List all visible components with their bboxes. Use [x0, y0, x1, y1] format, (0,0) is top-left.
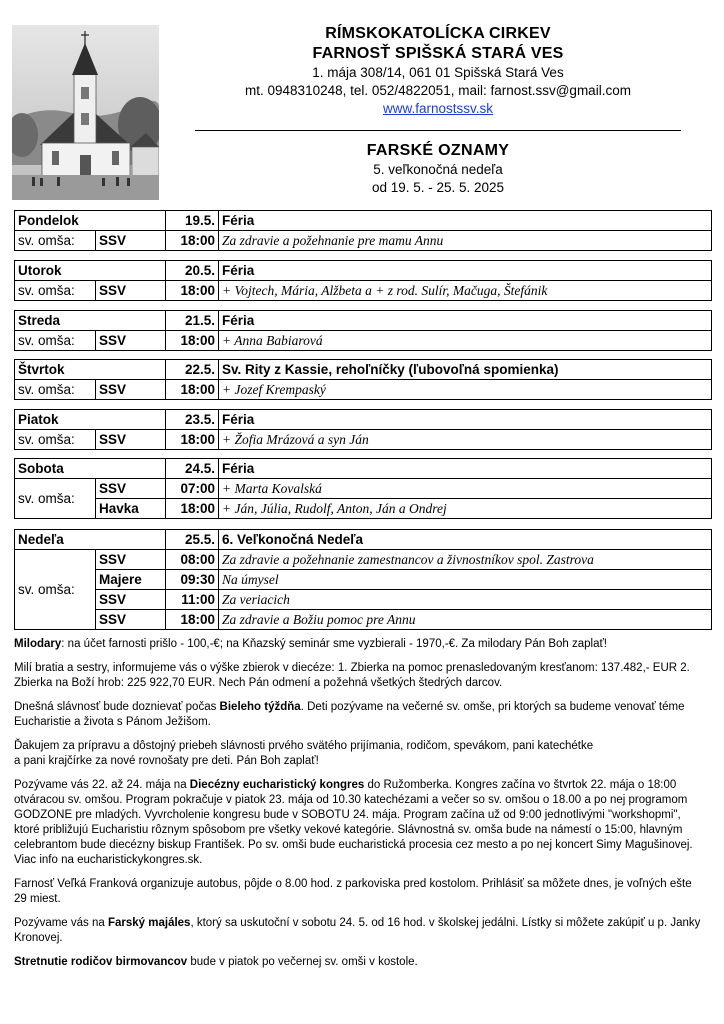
parish-header — [195, 24, 681, 197]
day-feast: Féria — [219, 311, 712, 331]
mass-place: SSV — [96, 590, 166, 610]
day-name: Pondelok — [15, 211, 166, 231]
day-table-thursday — [14, 359, 712, 400]
mass-label: sv. omša: — [15, 231, 96, 251]
mass-place: Havka — [96, 499, 166, 519]
announcement-congress — [14, 778, 704, 868]
mass-intention: + Anna Babiarová — [219, 331, 712, 351]
day-feast: Féria — [219, 459, 712, 479]
day-header-row — [15, 410, 712, 430]
day-table-saturday — [14, 458, 712, 519]
announcement-collections: Milí bratia a sestry, informujeme vás o výške zbierok v diecéze: 1. Zbierka na pomoc prenasledovaným kresťanom: 137.482,- EUR 2. Zbierka na Boží hrob: 225 922,70 EUR. Nech Pán odmení a požehná všetkých štedrých darcov. — [14, 662, 690, 689]
day-date: 23.5. — [166, 410, 219, 430]
mass-intention: Za zdravie a požehnanie pre mamu Annu — [219, 231, 712, 251]
day-name: Nedeľa — [15, 530, 166, 550]
announcement-text: do Ružomberka. Kongres začína vo štvrtok 22. mája o 18:00 otváracou sv. omšou. Program pokračuje v piatok 23. mája od 10.30 katechézami a večer so sv. omšou o 18.00 a po nej programom GODZONE pre mladých. Vyvrcholenie kongresu bude v SOBOTU 24. mája. Program začína už od 9:00 jednotlivými "workshopmi", ktoré približujú Eucharistiu rôznym spôsobom pre všetky vekové kategórie. Slávnostná sv. omša bude na námestí o 15:00, hlavným celebrantom bude diecézny biskup František. Po sv. omši bude eucharistická procesia cez mesto a po nej koncert Simy Magušinovej. Viac info na eucharistickykongres.sk. — [14, 779, 693, 866]
announcement-thanks — [14, 739, 704, 769]
day-feast: Sv. Rity z Kassie, rehoľníčky (ľubovoľná spomienka) — [219, 360, 712, 380]
mass-intention: + Marta Kovalská — [219, 479, 712, 499]
announcement-highlight: Farský majáles — [107, 917, 191, 929]
day-header-row — [15, 360, 712, 380]
day-name: Piatok — [15, 410, 166, 430]
announcement-parents-meeting — [14, 955, 704, 970]
mass-row — [15, 231, 712, 251]
day-feast: Féria — [219, 211, 712, 231]
mass-time: 08:00 — [166, 550, 219, 570]
mass-intention: Za zdravie a Božiu pomoc pre Annu — [219, 610, 712, 630]
day-header-row — [15, 261, 712, 281]
day-date: 22.5. — [166, 360, 219, 380]
parish-address: 1. mája 308/14, 061 01 Spišská Stará Ves — [312, 65, 564, 80]
mass-row — [15, 380, 712, 400]
header-divider — [195, 130, 681, 131]
day-name: Štvrtok — [15, 360, 166, 380]
day-table-tuesday — [14, 260, 712, 301]
mass-time: 07:00 — [166, 479, 219, 499]
day-date: 19.5. — [166, 211, 219, 231]
day-table-sunday — [14, 529, 712, 630]
day-feast: Féria — [219, 410, 712, 430]
mass-intention: + Jozef Krempaský — [219, 380, 712, 400]
mass-time: 18:00 — [166, 499, 219, 519]
mass-time: 18:00 — [166, 331, 219, 351]
day-header-row — [15, 311, 712, 331]
announcements — [14, 637, 704, 979]
mass-intention: + Vojtech, Mária, Alžbeta a + z rod. Sulír, Mačuga, Štefánik — [219, 281, 712, 301]
mass-time: 09:30 — [166, 570, 219, 590]
mass-intention: + Ján, Júlia, Rudolf, Anton, Ján a Ondrej — [219, 499, 712, 519]
mass-time: 18:00 — [166, 380, 219, 400]
mass-row — [15, 331, 712, 351]
mass-label: sv. omša: — [15, 281, 96, 301]
mass-label: sv. omša: — [15, 331, 96, 351]
mass-place: SSV — [96, 380, 166, 400]
day-name: Utorok — [15, 261, 166, 281]
church-photo — [12, 25, 159, 200]
mass-label: sv. omša: — [15, 550, 96, 630]
page-title: FARSKÉ OZNAMY — [366, 142, 510, 159]
announcement-text: a pani krajčírke za nové rovnošaty pre deti. Pán Boh zaplať! — [14, 755, 319, 767]
mass-place: SSV — [96, 479, 166, 499]
mass-label: sv. omša: — [15, 430, 96, 450]
day-name: Sobota — [15, 459, 166, 479]
mass-place: SSV — [96, 550, 166, 570]
mass-intention: + Žofia Mrázová a syn Ján — [219, 430, 712, 450]
day-feast: Féria — [219, 261, 712, 281]
mass-time: 11:00 — [166, 590, 219, 610]
day-table-friday — [14, 409, 712, 450]
announcement-text: bude v piatok po večernej sv. omši v kostole. — [187, 956, 418, 968]
church-name: RÍMSKOKATOLÍCKA CIRKEV — [325, 25, 551, 42]
mass-time: 18:00 — [166, 610, 219, 630]
announcement-donations — [14, 637, 704, 652]
announcement-text: Dnešná slávnosť bude doznievať počas — [14, 701, 220, 713]
mass-row — [15, 590, 712, 610]
announcement-majales — [14, 916, 704, 946]
announcement-highlight: Diecézny eucharistický kongres — [189, 779, 365, 791]
announcement-text: Pozývame vás na — [14, 917, 108, 929]
mass-row — [15, 430, 712, 450]
parish-contact: mt. 0948310248, tel. 052/4822051, mail: farnost.ssv@gmail.com — [245, 83, 631, 98]
page-subtitle: 5. veľkonočná nedeľa — [373, 162, 503, 177]
mass-time: 18:00 — [166, 430, 219, 450]
mass-row — [15, 610, 712, 630]
announcement-highlight: Stretnutie rodičov birmovancov — [14, 956, 188, 968]
day-date: 21.5. — [166, 311, 219, 331]
announcement-highlight: Bieleho týždňa — [219, 701, 301, 713]
mass-row — [15, 281, 712, 301]
day-feast: 6. Veľkonočná Nedeľa — [219, 530, 712, 550]
parish-name: FARNOSŤ SPIŠSKÁ STARÁ VES — [312, 45, 564, 62]
mass-place: SSV — [96, 331, 166, 351]
mass-place: SSV — [96, 430, 166, 450]
day-name: Streda — [15, 311, 166, 331]
announcement-text: Pozývame vás 22. až 24. mája na — [14, 779, 190, 791]
mass-label: sv. omša: — [15, 380, 96, 400]
announcement-white-week — [14, 700, 704, 730]
mass-row — [15, 570, 712, 590]
announcement-text: Ďakujem za prípravu a dôstojný priebeh slávnosti prvého svätého prijímania, rodičom, spevákom, pani katechétke — [14, 740, 594, 752]
mass-row — [15, 479, 712, 499]
mass-label: sv. omša: — [15, 479, 96, 519]
mass-time: 18:00 — [166, 281, 219, 301]
day-header-row — [15, 459, 712, 479]
day-table-wednesday — [14, 310, 712, 351]
mass-time: 18:00 — [166, 231, 219, 251]
day-table-monday — [14, 210, 712, 251]
website-link[interactable]: www.farnostssv.sk — [382, 101, 494, 116]
mass-intention: Za veriacich — [219, 590, 712, 610]
mass-row — [15, 550, 712, 570]
mass-place: SSV — [96, 281, 166, 301]
date-range: od 19. 5. - 25. 5. 2025 — [371, 180, 505, 195]
day-date: 24.5. — [166, 459, 219, 479]
mass-intention: Na úmysel — [219, 570, 712, 590]
day-header-row — [15, 211, 712, 231]
announcement-donations-text: : na účet farnosti prišlo - 100,-€; na Kňazský seminár sme vyzbierali - 1970,-€. Za milodary Pán Boh zaplať! — [61, 638, 607, 650]
mass-place: SSV — [96, 231, 166, 251]
mass-row — [15, 499, 712, 519]
day-header-row — [15, 530, 712, 550]
day-date: 20.5. — [166, 261, 219, 281]
announcement-text: . Deti pozývame na večerné sv. omše, pri ktorých sa budeme venovať téme Eucharistie a života s Pánom Ježišom. — [14, 701, 685, 728]
mass-intention: Za zdravie a požehnanie zamestnancov a živnostníkov spol. Zastrova — [219, 550, 712, 570]
day-date: 25.5. — [166, 530, 219, 550]
announcement-text: , ktorý sa uskutoční v sobotu 24. 5. od 16 hod. v školskej jedálni. Lístky si môžete zakúpiť u p. Janky Kronovej. — [14, 917, 701, 944]
announcement-bus: Farnosť Veľká Franková organizuje autobus, pôjde o 8.00 hod. z parkoviska pred kostolom. Prihlásiť sa môžete dnes, je voľných ešte 29 miest. — [14, 878, 692, 905]
announcement-donations-heading: Milodary — [14, 638, 62, 650]
mass-place: Majere — [96, 570, 166, 590]
mass-place: SSV — [96, 610, 166, 630]
